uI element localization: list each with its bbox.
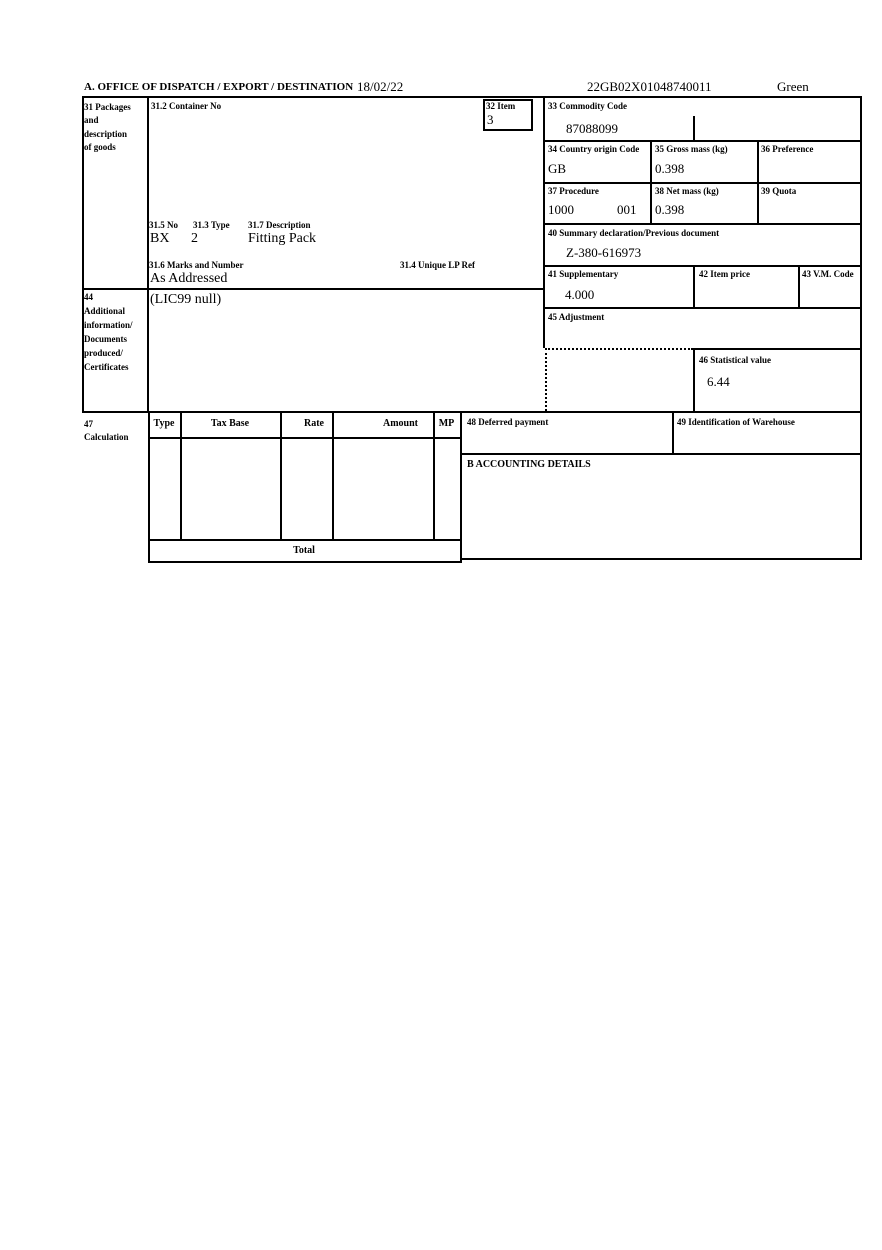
box45-label: 45 Adjustment xyxy=(548,312,605,322)
declaration-date: 18/02/22 xyxy=(357,79,404,94)
border-line xyxy=(543,140,862,142)
declaration-number: 22GB02X01048740011 xyxy=(587,79,712,94)
border-line xyxy=(332,411,334,539)
border-line xyxy=(462,453,862,455)
calc-header-rate: Rate xyxy=(304,418,324,429)
box44-label-line3: information/ xyxy=(84,320,133,330)
border-line xyxy=(693,265,695,307)
calc-header-type: Type xyxy=(153,418,175,429)
box31-label-line4: of goods xyxy=(84,142,116,152)
box31-3-label: 31.3 Type xyxy=(193,220,230,230)
border-line xyxy=(531,99,533,131)
box31-3-package-type: 2 xyxy=(191,231,198,246)
box37-procedure-code-extra: 001 xyxy=(617,202,637,217)
section-a-title: A. OFFICE OF DISPATCH / EXPORT / DESTINATION xyxy=(84,81,354,93)
border-line xyxy=(693,348,862,350)
box40-label: 40 Summary declaration/Previous document xyxy=(548,228,720,238)
border-line xyxy=(148,437,462,439)
box31-6-marks-number: As Addressed xyxy=(150,271,228,286)
border-line xyxy=(483,99,485,131)
border-line xyxy=(280,411,282,539)
commodity-code-divider xyxy=(693,116,695,140)
border-line xyxy=(82,96,862,98)
calc-header-tax-base: Tax Base xyxy=(210,418,250,429)
border-line xyxy=(147,96,149,411)
box44-label-line2: Additional xyxy=(84,306,126,316)
box32-label: 32 Item xyxy=(486,101,516,111)
box49-label: 49 Identification of Warehouse xyxy=(677,417,795,427)
box41-label: 41 Supplementary xyxy=(548,269,619,279)
border-line xyxy=(543,182,862,184)
box34-country-origin: GB xyxy=(548,161,567,176)
border-line xyxy=(462,558,862,560)
box35-gross-mass: 0.398 xyxy=(655,161,685,176)
border-line xyxy=(82,288,545,290)
box31-label-line1: 31 Packages xyxy=(84,102,131,112)
routing-status: Green xyxy=(777,79,809,94)
section-b-title: B ACCOUNTING DETAILS xyxy=(467,459,591,470)
border-line xyxy=(148,539,462,541)
calc-header-mp: MP xyxy=(438,418,455,429)
box47-label-line2: Calculation xyxy=(84,432,129,442)
border-line xyxy=(543,96,545,348)
box44-label-line4: Documents xyxy=(84,334,127,344)
box44-additional-information: (LIC99 null) xyxy=(150,292,222,307)
box44-label-line5: produced/ xyxy=(84,348,123,358)
box38-label: 38 Net mass (kg) xyxy=(655,186,719,196)
box37-procedure-code: 1000 xyxy=(548,202,574,217)
border-line xyxy=(483,129,533,131)
box31-2-label: 31.2 Container No xyxy=(151,101,222,111)
box48-label: 48 Deferred payment xyxy=(467,417,549,427)
calc-total-label: Total xyxy=(293,545,315,556)
box44-label-line6: Certificates xyxy=(84,362,129,372)
box31-7-label: 31.7 Description xyxy=(248,220,311,230)
border-line xyxy=(148,411,150,563)
box35-label: 35 Gross mass (kg) xyxy=(655,144,728,154)
box39-label: 39 Quota xyxy=(761,186,797,196)
border-line xyxy=(798,265,800,307)
border-line xyxy=(650,140,652,223)
border-line xyxy=(433,411,435,539)
border-line xyxy=(693,348,695,411)
box31-6-label: 31.6 Marks and Number xyxy=(149,260,244,270)
box42-label: 42 Item price xyxy=(699,269,750,279)
border-line xyxy=(860,96,862,558)
box31-label-line2: and xyxy=(84,115,99,125)
border-line xyxy=(543,307,862,309)
border-line xyxy=(148,561,462,563)
border-line xyxy=(82,411,862,413)
calc-header-amount: Amount xyxy=(382,418,418,429)
box36-label: 36 Preference xyxy=(761,144,814,154)
box46-label: 46 Statistical value xyxy=(699,355,771,365)
box31-5-package-kind: BX xyxy=(150,231,170,246)
box41-supplementary-units: 4.000 xyxy=(565,287,595,302)
box47-label-line1: 47 xyxy=(84,419,93,429)
box33-commodity-code: 87088099 xyxy=(566,121,618,136)
border-line xyxy=(543,223,862,225)
dotted-divider xyxy=(545,348,693,350)
box43-label: 43 V.M. Code xyxy=(802,269,854,279)
border-line xyxy=(543,265,862,267)
dotted-divider xyxy=(545,348,547,411)
box38-net-mass: 0.398 xyxy=(655,202,685,217)
box44-label-line1: 44 xyxy=(84,292,93,302)
border-line xyxy=(672,413,674,453)
box31-4-label: 31.4 Unique LP Ref xyxy=(400,260,476,270)
box40-previous-document: Z-380-616973 xyxy=(566,245,642,260)
box46-statistical-value: 6.44 xyxy=(707,374,730,389)
box31-label-line3: description xyxy=(84,129,128,139)
box33-label: 33 Commodity Code xyxy=(548,101,627,111)
border-line xyxy=(757,140,759,223)
box37-label: 37 Procedure xyxy=(548,186,599,196)
border-line xyxy=(180,411,182,539)
box34-label: 34 Country origin Code xyxy=(548,144,640,154)
box31-7-goods-description: Fitting Pack xyxy=(248,231,317,246)
box31-5-label: 31.5 No xyxy=(149,220,178,230)
box32-item-number: 3 xyxy=(487,112,494,127)
border-line xyxy=(460,411,462,563)
